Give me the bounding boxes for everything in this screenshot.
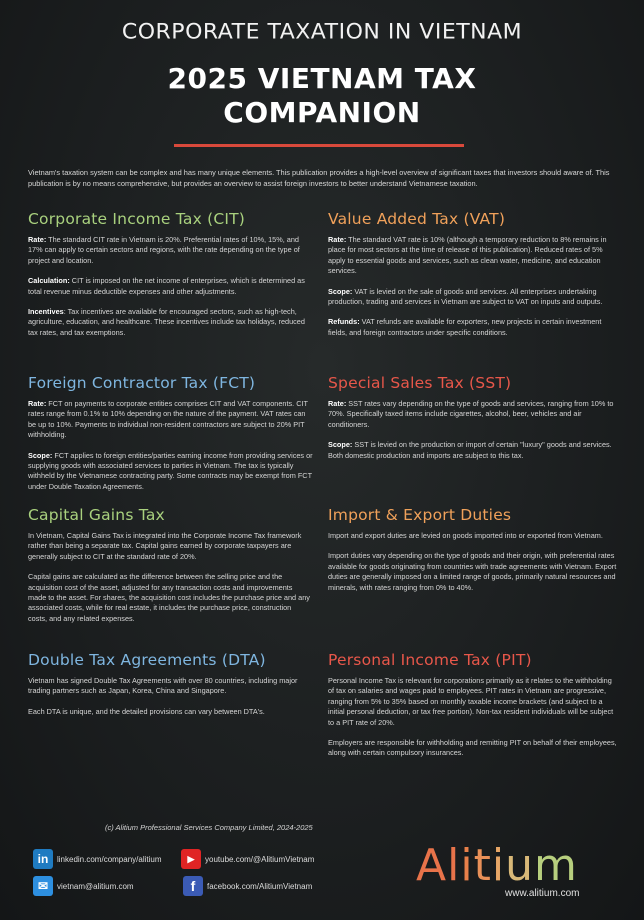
section-sst [328, 374, 618, 471]
paragraph: Employers are responsible for withholding and remitting PIT on behalf of their employees, along with certain compulsory insurances. [328, 738, 617, 758]
paragraph: Rate: SST rates vary depending on the type of goods and services, ranging from 10% to 70%. Specifically taxed items include cigarettes, alcohol, beer, vehicles and air conditioners. [328, 399, 614, 429]
title-divider [174, 144, 464, 147]
paragraph: Rate: FCT on payments to corporate entities comprises CIT and VAT components. CIT rates range from 0.1% to 10% depending on the nature of the payment. VAT rates can be up to 10%. Payments to individual non-resident contractors are subject to 20% PIT withholding. [28, 399, 308, 440]
paragraph: Capital gains are calculated as the difference between the selling price and the acquisition cost of the asset, adjusted for any transaction costs and improvements made to the asset. For shares, the acquisition cost includes the purchase price and any associated costs, while for real estate, it includes the purchase price, construction costs, and any related expenses. [28, 572, 310, 623]
paragraph: Personal Income Tax is relevant for corporations primarily as it relates to the withholding of tax on salaries and wages paid to employees. PIT rates in Vietnam are progressive, ranging from 5% to 35% based on monthly taxable income brackets (and subject to a initial personal deduction, or tax free portion). Non-tax resident individuals will be subject to a PIT rate of 20%. [328, 676, 614, 727]
paragraph: Import duties vary depending on the type of goods and their origin, with preferential rates available for goods originating from countries with trade agreements with Vietnam. Export duties are generally imposed on a limited range of goods, primarily natural resources and minerals, with rates ranging from 0% to 40%. [328, 551, 617, 592]
section-cit [28, 210, 312, 348]
section-title: Foreign Contractor Tax (FCT) [28, 374, 256, 392]
section-vat [328, 210, 618, 348]
section-dta [28, 651, 312, 727]
title-line-2: COMPANION [223, 96, 421, 129]
email-icon: ✉ [33, 876, 53, 896]
intro-text: Vietnam's taxation system can be complex and has many unique elements. This publication provides a high-level overview of significant taxes that investors should aware of. This publication is by no means comprehensive, but provides an overview to assist foreign investors to better understand Vietnamese taxation. [28, 168, 610, 188]
section-title: Capital Gains Tax [28, 506, 165, 524]
section-title: Personal Income Tax (PIT) [328, 651, 532, 669]
email-link[interactable]: ✉ vietnam@alitium.com [33, 876, 134, 896]
paragraph: Scope: FCT applies to foreign entities/parties earning income from providing services or supplying goods with associated services to parties in Vietnam. The tax is typically withheld by the Vietnamese contracting party. Some contracts may be exempt from FCT under Double Taxation Agreements. [28, 450, 313, 491]
facebook-link[interactable]: f facebook.com/AlitiumVietnam [183, 876, 312, 896]
paragraph: Rate: The standard VAT rate is 10% (although a temporary reduction to 8% remains in place for most sectors at the time of release of this publication). Reduced rates of 5% apply to essential goods and services, such as clean water, medicine, and education services. [328, 235, 607, 276]
paragraph: Each DTA is unique, and the detailed provisions can vary between DTA's. [28, 706, 265, 716]
facebook-icon: f [183, 876, 203, 896]
section-title: Import & Export Duties [328, 506, 512, 524]
website-link[interactable]: www.alitium.com [505, 888, 580, 899]
youtube-icon: ▶ [181, 849, 201, 869]
section-pit [328, 651, 618, 769]
section-title: Double Tax Agreements (DTA) [28, 651, 266, 669]
section-import-export [328, 506, 618, 603]
linkedin-link[interactable]: in linkedin.com/company/alitium [33, 849, 162, 869]
section-title: Value Added Tax (VAT) [328, 210, 506, 228]
section-title: Corporate Income Tax (CIT) [28, 210, 246, 228]
paragraph: Calculation: CIT is imposed on the net income of enterprises, which is determined as total revenue minus deductible expenses and other adjustments. [28, 276, 305, 296]
copyright: (c) Alitium Professional Services Company Limited, 2024-2025 [105, 823, 313, 832]
page-title [0, 62, 644, 130]
paragraph: Import and export duties are levied on goods imported into or exported from Vietnam. [328, 531, 603, 540]
paragraph: Rate: The standard CIT rate in Vietnam is 20%. Preferential rates of 10%, 15%, and 17% can apply to certain sectors and regions, with the rate depending on the type of project and location. [28, 235, 300, 265]
paragraph: Incentives: Tax incentives are available for encouraged sectors, such as high-tech, agriculture, education, and healthcare. These incentives include tax holidays, reduced tax rates, and tax exemptions. [28, 307, 305, 337]
title-line-1: 2025 VIETNAM TAX [167, 62, 477, 95]
section-fct [28, 374, 314, 502]
paragraph: In Vietnam, Capital Gains Tax is integrated into the Corporate Income Tax framework rather than being a separate tax. Capital gains earned by corporate taxpayers are generally subject to CIT at the standard rate of 20%. [28, 531, 302, 561]
alitium-logo: Alitium [416, 840, 578, 891]
paragraph: Refunds: VAT refunds are available for exporters, new projects in certain investment fields, and foreign contractors under specific conditions. [328, 317, 602, 337]
paragraph: Scope: SST is levied on the production or import of certain "luxury" goods and services. Both domestic production and imports are subject to this tax. [328, 440, 612, 460]
section-title: Special Sales Tax (SST) [328, 374, 512, 392]
linkedin-icon: in [33, 849, 53, 869]
kicker: CORPORATE TAXATION IN VIETNAM [121, 20, 523, 45]
paragraph: Vietnam has signed Double Tax Agreements with over 80 countries, including major trading partners such as Japan, Korea, China and Singapore. [28, 676, 298, 696]
paragraph: Scope: VAT is levied on the sale of goods and services. All enterprises undertaking production, trading and services in Vietnam are subject to VAT on inputs and outputs. [328, 286, 603, 307]
section-cgt [28, 506, 312, 634]
youtube-link[interactable]: ▶ youtube.com/@AlitiumVietnam [181, 849, 314, 869]
